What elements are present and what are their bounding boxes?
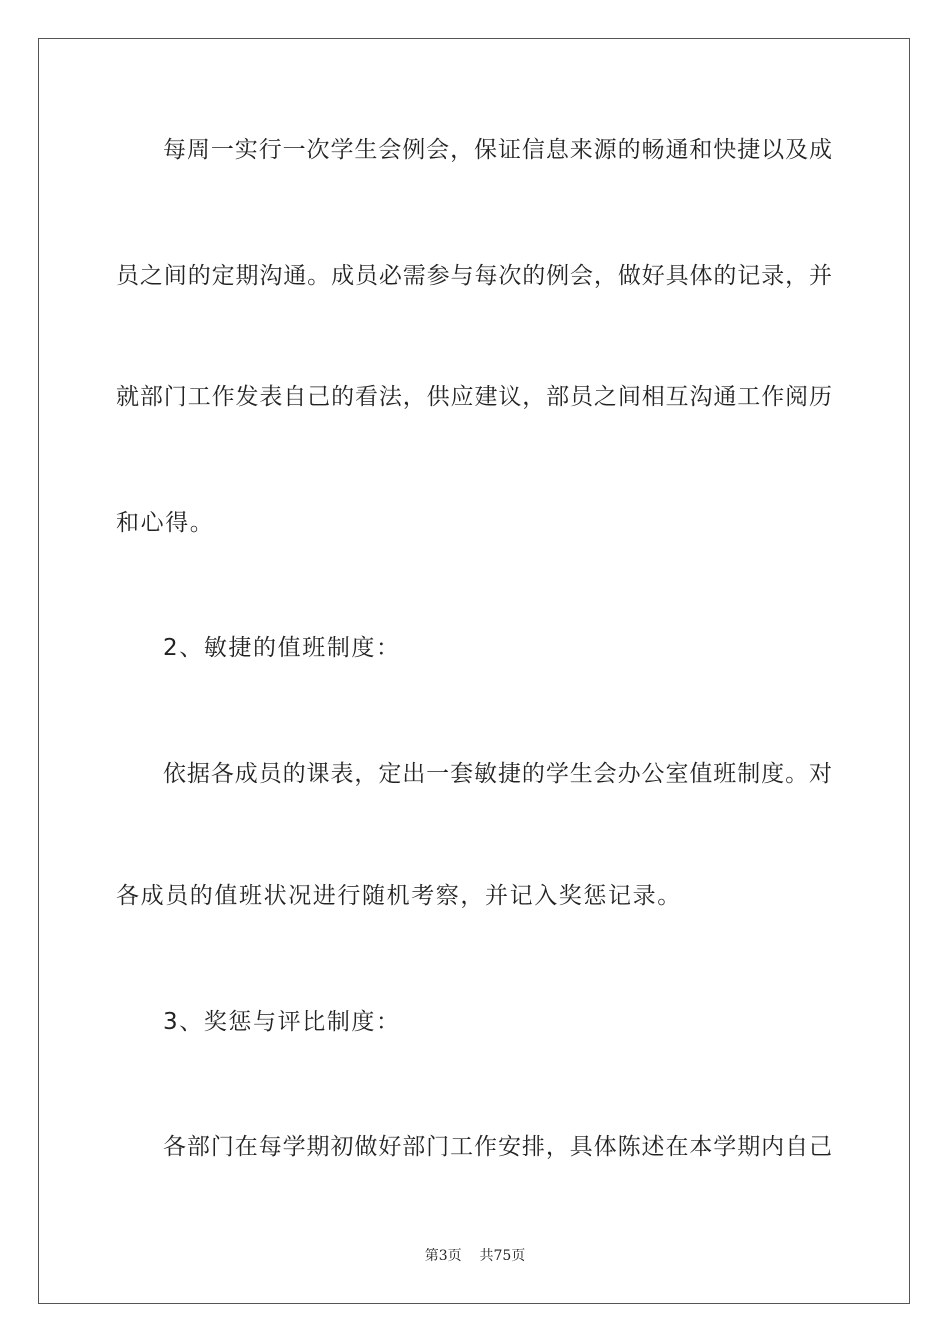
section-heading-3: 3、奖惩与评比制度： <box>163 1009 401 1035</box>
paragraph-1-line-2: 员之间的定期沟通。成员必需参与每次的例会，做好具体的记录，并 <box>116 263 832 289</box>
page-frame <box>38 38 910 1304</box>
paragraph-1-line-4: 和心得。 <box>116 510 215 536</box>
page-total: 共75页 <box>479 1248 526 1264</box>
paragraph-1-line-1: 每周一实行一次学生会例会，保证信息来源的畅通和快捷以及成 <box>163 137 832 163</box>
section-heading-2: 2、敏捷的值班制度： <box>163 635 401 661</box>
page-footer <box>0 1247 950 1265</box>
paragraph-1-line-3: 就部门工作发表自己的看法，供应建议，部员之间相互沟通工作阅历 <box>116 384 832 410</box>
paragraph-3-line-1: 各部门在每学期初做好部门工作安排，具体陈述在本学期内自己 <box>163 1134 832 1160</box>
page-number: 第3页 <box>424 1248 462 1264</box>
paragraph-2-line-1: 依据各成员的课表，定出一套敏捷的学生会办公室值班制度。对 <box>163 761 832 787</box>
paragraph-2-line-2: 各成员的值班状况进行随机考察，并记入奖惩记录。 <box>116 883 682 909</box>
